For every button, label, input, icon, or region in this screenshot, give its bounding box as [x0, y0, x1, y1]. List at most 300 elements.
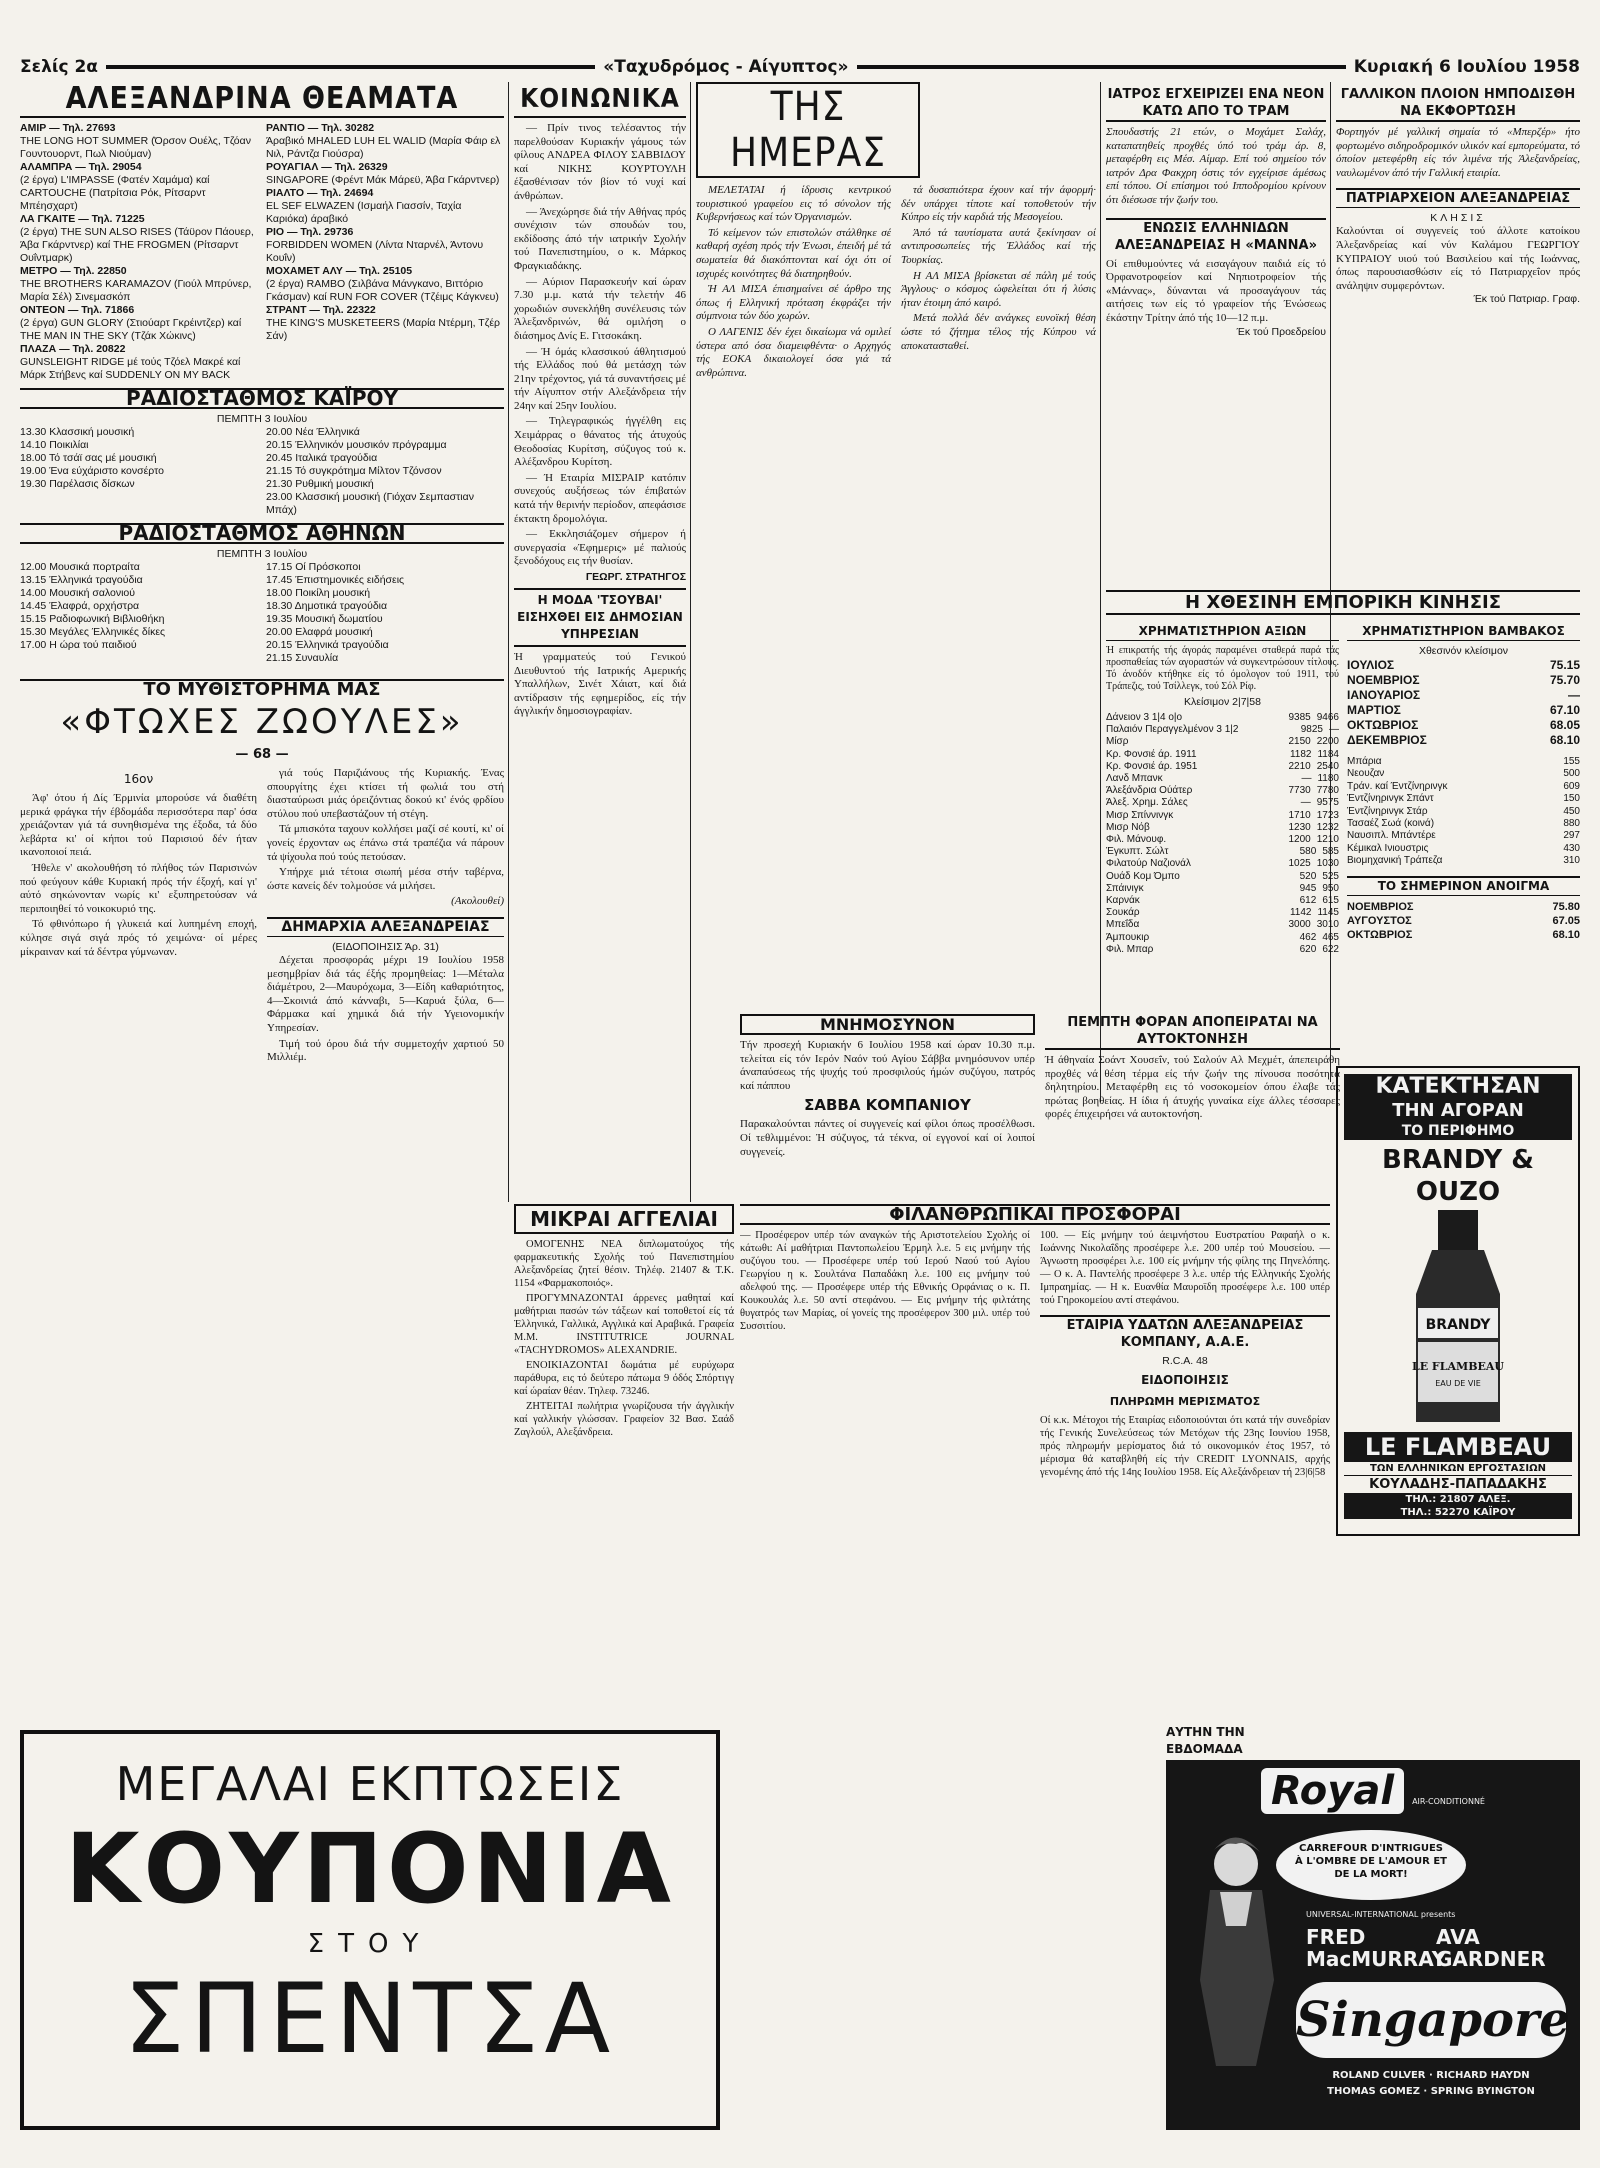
stock-row-cell: 1025	[1288, 858, 1311, 870]
brandy-ad-agent-head: ΤΩΝ ΕΛΛΗΝΙΚΩΝ ΕΡΓΟΣΤΑΣΙΩΝ	[1344, 1462, 1572, 1476]
cotton-list-row-cell: 310	[1563, 855, 1580, 867]
suicide-title: ΠΕΜΠΤΗ ΦΟΡΑΝ ΑΠΟΠΕΙΡΑΤΑΙ ΝΑ ΑΥΤΟΚΤΟΝΗΣΗ	[1045, 1014, 1340, 1050]
radio-item: 13.15 Έλληνικά τραγούδια	[20, 574, 143, 586]
spentsa-line3: ΣΤΟΥ	[307, 1929, 433, 1959]
radio-item: 14.45 Έλαφρά, ορχήστρα	[20, 600, 140, 612]
cotton-row-cell: —	[1568, 688, 1580, 702]
radio-item: 13.30 Κλασσική μουσική	[20, 426, 135, 438]
theater-entry: (2 έργα) GUN GLORY (Στιούαρτ Γκρέιντζερ) καί THE MAN IN THE SKY (Τζάκ Χώκινς)	[20, 317, 242, 342]
issue-date: Κυριακή 6 Ιουλίου 1958	[1353, 57, 1580, 77]
cinema-cast2: THOMAS GOMEZ · SPRING BYINGTON	[1327, 2086, 1535, 2097]
stock-row-cell: Σπάινιγκ	[1106, 882, 1144, 894]
today-row-cell: 67.05	[1552, 914, 1580, 927]
cotton-title: ΧΡΗΜΑΤΙΣΤΗΡΙΟΝ ΒΑΜΒΑΚΟΣ	[1347, 623, 1580, 641]
hmeras-title: ΤΗΣ ΗΜΕΡΑΣ	[696, 82, 920, 178]
social-title: ΚΟΙΝΩΝΙΚΑ	[514, 82, 686, 118]
stock-row-cell: 3010	[1316, 919, 1339, 931]
theater-entry: ΡΟΥΑΓΙΑΛ — Τηλ. 26329	[266, 161, 388, 173]
theater-entry: ΡΙΟ — Τηλ. 29736	[266, 226, 354, 238]
theater-entry: THE BROTHERS KARAMAZOV (Γιούλ Μπρύνερ, Μαρία Σέλ) Σινεμασκόπ	[20, 278, 252, 303]
stock-row-cell: 1145	[1317, 907, 1339, 919]
stock-row-cell: 9385	[1288, 712, 1311, 723]
ship-title: ΓΑΛΛΙΚΟΝ ΠΛΟΙΟΝ ΗΜΠΟΔΙΣΘΗ ΝΑ ΕΚΦΟΡΤΩΣΗ	[1336, 86, 1580, 122]
cotton-list-row-cell: 880	[1563, 818, 1580, 830]
union-title: ΕΝΩΣΙΣ ΕΛΛΗΝΙΔΩΝ ΑΛΕΞΑΝΔΡΕΙΑΣ Η «ΜΑΝΝΑ»	[1106, 218, 1326, 254]
social-paragraph: — Ή όμάς κλασσικού άθλητισμού τής Ελλάδος πού θά μετάσχη τών 21ην τρέχοντος, γιά τά συναντήσεις μέ τήν Αίγυπτον στήν Αλεξάνδρεια τήν 24ην καί 25ην Ιουλίου.	[514, 345, 686, 412]
theater-entry: EL SEF ELWAZEN (Ισμαήλ Γιασσίν, Ταχία Καριόκα) άραβικό	[266, 200, 462, 225]
hmeras-paragraph: τά δυσαπιότερα έχουν καί τήν άφορμή· δέν υπάρχει τίποτε καί τοποθετούν τήν Κύπρο είς τήν καρδιά τής Μεσογείου.	[901, 184, 1096, 224]
cotton-list-row-cell: 609	[1563, 780, 1580, 792]
bottle-label-brandy: BRANDY	[1425, 1317, 1491, 1333]
stock-row-cell: —	[1329, 724, 1339, 736]
stock-exchange	[1106, 619, 1339, 956]
radio-item: 21.15 Συναυλία	[266, 652, 339, 664]
spentsa-line4: ΣΠΕΝΤΣΑ	[123, 1963, 617, 2075]
classifieds-title: ΜΙΚΡΑΙ ΑΓΓΕΛΙΑΙ	[514, 1204, 734, 1234]
radio-item: 15.15 Ραδιοφωνική Βιβλιοθήκη	[20, 613, 165, 625]
municipality-subtitle: (ΕΙΔΟΠΟΙΗΣΙΣ Άρ. 31)	[332, 940, 439, 953]
theater-entry: (2 έργα) THE SUN ALSO RISES (Τάϋρον Πάουερ, Άβα Γκάρντνερ) καί THE FROGMEN (Ρίτσαρντ Ουΐντμαρκ)	[20, 226, 254, 264]
stock-row-cell: 2150	[1288, 736, 1311, 748]
hmeras-paragraph: Μετά πολλά δέν ανάγκες ευνοϊκή θέση ώστε τό ζήτημα τέλος τής Κύπρου νά αποκατασταθεί.	[901, 312, 1096, 352]
cotton-list-row	[1347, 768, 1580, 780]
stock-row-cell: Μίσρ	[1106, 736, 1129, 748]
cotton-row-cell: 75.70	[1549, 673, 1580, 687]
stock-row	[1106, 724, 1339, 736]
cotton-row-cell: ΙΑΝΟΥΑΡΙΟΣ	[1347, 688, 1421, 702]
novel-col1	[20, 767, 257, 1067]
stock-title: ΧΡΗΜΑΤΙΣΤΗΡΙΟΝ ΑΞΙΩΝ	[1106, 623, 1339, 641]
cotton-list-row-cell: 155	[1563, 756, 1580, 767]
cinema-venue-row	[1166, 1768, 1580, 1814]
social-paragraph: — Τηλεγραφικώς ήγγέλθη εις Χειμάρρας ο θάνατος τής άτυχούς Θεοδοσίας Κυρίτση, σύζυγος τού κ. Αλέξανδρου Κυρίτση.	[514, 415, 686, 469]
cotton-row-cell: ΙΟΥΛΙΟΣ	[1347, 658, 1395, 672]
charity-title: ΦΙΛΑΝΘΡΩΠΙΚΑΙ ΠΡΟΣΦΟΡΑΙ	[740, 1204, 1330, 1225]
novel-col1-text	[20, 792, 257, 959]
stock-row-cell: 1030	[1316, 858, 1339, 870]
charity-col2: 100. — Είς μνήμην τού άειμνήστου Ευστρατίου Ραφαήλ ο κ. Ιωάννης Νικολαΐδης προσέφερε λ.ε. 200 υπέρ τού Μουσείου. — Άγνωστη προσφέρει λ.ε. 100 είς μνήμην τής φίλης της Πηνελόπης. — Ο κ. Α. Παντελής προσέφερε 3 λ.ε. υπέρ τής Ελληνικής Σχολής Ιμπραημίας. — Η κ. Ευανθία Μαυροϊδη προσέφερε λ.ε. 100 υπέρ τού Γηροκομείου αντί στεφάνου.	[1040, 1230, 1330, 1306]
cotton-list-row-cell: 297	[1563, 830, 1580, 842]
social-paragraphs	[514, 122, 686, 569]
cinema-studio: UNIVERSAL-INTERNATIONAL presents	[1306, 1910, 1456, 1919]
cotton-row	[1347, 703, 1580, 718]
cotton-list-row-cell: 500	[1563, 768, 1580, 780]
radio-athens-date: ΠΕΜΠΤΗ 3 Ιουλίου	[216, 548, 308, 560]
stock-row-cell: —	[1300, 797, 1311, 809]
stock-row-cell: 580	[1299, 846, 1317, 858]
memorial	[740, 1010, 1035, 1159]
radio-item: 20.15 Έλληνικά τραγούδια	[266, 639, 389, 651]
stock-row-cell: Μισρ Σπίννινγκ	[1106, 809, 1174, 821]
cotton-list-row	[1347, 818, 1580, 830]
radio-item: 19.35 Μουσική δωματίου	[266, 613, 383, 625]
stock-row	[1106, 712, 1339, 724]
stock-row-cell: 7730	[1288, 785, 1311, 797]
charity	[740, 1200, 1330, 1640]
cotton-list-row-cell: Τράν. καί Έντζίνηρινγκ	[1347, 780, 1448, 792]
union-sign: Έκ τού Προεδρείου	[1236, 325, 1326, 338]
commerce-body	[1106, 619, 1580, 956]
classifieds-items	[514, 1238, 734, 1439]
stock-row	[1106, 871, 1339, 883]
stock-row	[1106, 736, 1339, 748]
cotton-row	[1347, 673, 1580, 688]
cotton-table	[1347, 658, 1580, 748]
stock-row-cell: Σουκάρ	[1106, 907, 1140, 919]
cinema-venue: Royal	[1261, 1768, 1404, 1814]
cinema-ad	[1166, 1720, 1580, 2140]
cotton-row-cell: ΜΑΡΤΙΟΣ	[1347, 703, 1401, 717]
tram-text: Σπουδαστής 21 ετών, ο Μοχάμετ Σαλάχ, καταπατηθείς προχθές ύπό τού τράμ άρ. 8, μεταφέρθη εις Μέσ. Αίμαρ. Επί τού σημείου τόν ιατρόν Δρα Φακχρη όστις τόν εγχείρισε άμέσως επί τόπου. Οί επίσημοι τού Ιπποδρομίου κρίνουν ότι διέσωσε τήν ζωήν του.	[1106, 126, 1326, 206]
novel-col2-text	[267, 767, 504, 893]
theater-entry: ΛΑ ΓΚΑΙΤΕ — Τηλ. 71225	[20, 213, 145, 225]
social-paragraph: — Άνεχώρησε διά τήν Αθήνας πρός συνέχισιν τών σπουδών του, εκδίδοσης άπό τήν ιατρικήν Σχολήν τού Πανεπιστημίου, ο κ. Μάρκος Φραγκιαδάκης.	[514, 205, 686, 272]
cotton-row-cell: 75.15	[1549, 658, 1580, 672]
commerce-title: Η ΧΘΕΣΙΝΗ ΕΜΠΟΡΙΚΗ ΚΙΝΗΣΙΣ	[1106, 590, 1580, 615]
stock-row-cell: Φιλ. Μπαρ	[1106, 943, 1154, 955]
stock-row-cell: 520	[1299, 870, 1317, 882]
bottle-label-flambeau: LE FLAMBEAU	[1411, 1360, 1505, 1373]
cotton-list-row-cell: Νεουζαν	[1347, 768, 1385, 780]
novel-more: (Ακολουθεί)	[451, 895, 504, 908]
theater-entry: ΑΛΑΜΠΡΑ — Τηλ. 29054	[20, 161, 142, 173]
memorial-row	[740, 1010, 1340, 1180]
novel-body	[20, 767, 504, 1067]
column-rule	[690, 82, 691, 1202]
stock-row-cell: 9466	[1316, 712, 1339, 723]
today-title: ΤΟ ΣΗΜΕΡΙΝΟΝ ΑΝΟΙΓΜΑ	[1347, 876, 1580, 896]
cotton-list	[1347, 756, 1580, 868]
cotton-list-row-cell: 150	[1563, 793, 1580, 805]
cotton-row-cell: 68.10	[1549, 733, 1580, 747]
municipality-text: Δέχεται προσφοράς μέχρι 19 Ιουλίου 1958 μεσημβρίαν διά τάς έξής προμηθείας: 1—Μέταλα διάμέτρου, 2—Μαυρόχωμα, 3—Είδη καθαριότητος, 4—Σκοινιά άπό κάνναβι, 5—Καρυά ξύλα, 6—Φάρμακα καί χημικά διά τήν Υγειονομικήν Υπηρεσίαν.	[267, 953, 504, 1034]
cotton-row-cell: ΝΟΕΜΒΡΙΟΣ	[1347, 673, 1420, 687]
stock-row	[1106, 761, 1339, 773]
social-paragraph: — Αύριον Παρασκευήν καί ώραν 7.30 μ.μ. κατά τήν τελετήν 46 χορωδιών συνεκλήθη συνέλευσις τών Άλεξανδρινών, θά ομιλήση ο διάσημος Δνίς Ε. Γιτσοκάκη.	[514, 275, 686, 342]
stock-row-cell: Καρνάκ	[1106, 895, 1140, 907]
cotton-row	[1347, 688, 1580, 703]
page-number: Σελίς 2α	[20, 57, 98, 77]
today-row-cell: 75.80	[1552, 900, 1580, 913]
cotton-list-row-cell: Ναυσιπλ. Μπάντέρε	[1347, 830, 1436, 842]
spentsa-line2: ΚΟΥΠΟΝΙΑ	[65, 1813, 675, 1925]
theater-entry: SINGAPORE (Φρέντ Μάκ Μάρεϋ, Άβα Γκάρντνερ)	[266, 174, 500, 186]
novel-title: «ΦΤΩΧΕΣ ΖΩΟΥΛΕΣ»	[60, 702, 464, 742]
hmeras-paragraph: ΜΕΛΕΤΑΤΑΙ ή ίδρυσις κεντρικού τουριστικού γραφείου εις τό σύνολον τής Κυβερνήσεως καί τών Όργανισμών.	[696, 184, 891, 224]
brandy-ad-line3: ΤΟ ΠΕΡΙΦΗΜΟ	[1344, 1122, 1572, 1140]
bottle-label-eau: EAU DE VIE	[1435, 1379, 1481, 1388]
cinema-star1: FRED MacMURRAY	[1306, 1925, 1447, 1971]
stock-row	[1106, 773, 1339, 785]
brandy-bottle-illustration	[1344, 1208, 1572, 1428]
today-row-cell: ΑΥΓΟΥΣΤΟΣ	[1347, 914, 1412, 927]
municipality-footer: Τιμή τού όρου διά τήν συμμετοχήν χαρτιού 50 Μιλλιέμ.	[267, 1037, 504, 1064]
brandy-ad-agent: ΚΟΥΛΑΔΗΣ-ΠΑΠΑΔΑΚΗΣ	[1369, 1477, 1547, 1492]
stock-row-cell: —	[1301, 773, 1312, 785]
theater-entry: (2 έργα) L'IMPASSE (Φατέν Χαμάμα) καί CARTOUCHE (Πατρίτσια Ρόκ, Ρίτσαρντ Μπέησχαρτ)	[20, 174, 210, 212]
theater-entry: (2 έργα) RAMBO (Σιλβάνα Μάνγκανο, Βιττόριο Γκάσμαν) καί RUN FOR COVER (Τζέιμς Κάγκνευ)	[266, 278, 499, 303]
social-paragraph: — Ή Εταιρία ΜΙΣΡΑΙΡ κατόπιν συνεχούς αυξήσεως τών έπιβατών κατά τήν θερινήν περίοδον, απεφάσισε έκτακτη δρομολόγια.	[514, 471, 686, 525]
memorial-title: ΜΝΗΜΟΣΥΝΟΝ	[740, 1014, 1035, 1035]
masthead-rule	[857, 65, 1346, 69]
novel-paragraph: Υπήρχε μιά τέτοια σιωπή μέσα στήν ταβέρνα, ώστε κανείς δέν τολμούσε νά μιλήσει.	[267, 866, 504, 892]
stock-row	[1106, 895, 1339, 907]
stock-row-cell: Άμπουκιρ	[1106, 931, 1150, 943]
stock-row-cell: Κρ. Φονσιέ άρ. 1951	[1106, 760, 1198, 772]
column-theaters	[20, 82, 504, 1202]
cotton-list-row-cell: Μπάρια	[1347, 756, 1382, 767]
radio-item: 21.30 Ρυθμική μουσική	[266, 478, 374, 490]
cotton-list-row-cell: Κέμικαλ Ινιουστρις	[1347, 842, 1429, 854]
hmeras-body	[696, 184, 1096, 382]
novel-paragraph: Άφ' ότου ή Δίς Έρμινία μπορούσε νά διαθέτη μερικά φράγκα τήν έβδομάδα περισσότερα παρ' όσα χρειάζονταν γιά τά συνηθισμένα της έξοδα, τά δύο λεβάρτα κι' οί κήποι τού Παρισιού δέν ήταν ικανοποιοί πειά.	[20, 792, 257, 859]
today-table	[1347, 900, 1580, 942]
stock-row-cell: 1232	[1316, 821, 1339, 833]
radio-athens-left	[20, 561, 258, 665]
stock-row	[1106, 858, 1339, 870]
cinema-caption: ΑΥΤΗΝ ΤΗΝ ΕΒΔΟΜΑΔΑ	[1166, 1725, 1245, 1756]
stock-row-cell: 1710	[1288, 809, 1311, 821]
stock-text: Ή επικρατής τής άγοράς παραμένει σταθερά παρά τάς προσπαθείας τών αγοραστών νά συγκεντρώσουν τίτλους. Τό άνοδόν κτήθηκε είς τό όμολογον τού 1911, τού Τράπεζις, τού Τσίλλεγκ, τού Σόλ Ρίφ.	[1106, 645, 1339, 692]
memorial-text2: Παρακαλούνται πάντες οί συγγενείς καί φίλοι όπως προσέλθωσι. Οί τεθλιμμένοι: Ή σύζυγος, τά τέκνα, οί εγγονοί καί οί λοιποί συγγενείς.	[740, 1118, 1035, 1158]
theater-entry: THE LONG HOT SUMMER (Όρσον Ουέλς, Τζόαν Γουντουορντ, Πωλ Νιούμαν)	[20, 135, 251, 160]
water-sub: R.C.A. 48	[1162, 1355, 1208, 1367]
stock-row-cell: 1723	[1316, 809, 1339, 821]
stock-row-cell: Φιλατούρ Ναζιονάλ	[1106, 858, 1191, 870]
hmeras-paragraph: Τό κείμενον τών επιστολών στάλθηκε σέ καθαρή σχέση πρός τήν Ένωσι, έπειδή μέ τά σωματεία θά διακόπτονται καί όχι ότι οί ισχυρές κοινότητες θά διατηρηθούν.	[696, 226, 891, 280]
theater-entry: ΣΤΡΑΝΤ — Τηλ. 22322	[266, 304, 376, 316]
radio-item: 18.00 Τό τσάϊ σας μέ μουσική	[20, 452, 157, 464]
theater-entry: ΠΛΑΖΑ — Τηλ. 20822	[20, 343, 126, 355]
stock-row-cell: 1182	[1289, 748, 1312, 760]
today-row-cell: 68.10	[1552, 928, 1580, 941]
stock-row	[1106, 834, 1339, 846]
brandy-ad-tel1: ΤΗΛ.: 21807 ΑΛΕΞ.	[1344, 1493, 1572, 1506]
stock-row	[1106, 797, 1339, 809]
stock-row-cell: 612	[1299, 895, 1317, 907]
brandy-ad-line2: ΤΗΝ ΑΓΟΡΑΝ	[1344, 1100, 1572, 1122]
radio-cairo-title: ΡΑΔΙΟΣΤΑΘΜΟΣ ΚΑΪΡΟΥ	[20, 388, 504, 409]
radio-cairo-left	[20, 426, 258, 517]
cotton-list-row-cell: Έντζίνηρινγκ Σπάντ	[1347, 793, 1434, 805]
stock-row-cell: 945	[1299, 882, 1317, 894]
theater-entry: ΜΕΤΡΟ — Τηλ. 22850	[20, 265, 127, 277]
radio-item: 23.00 Κλασσική μουσική (Γιόχαν Σεμπαστιαν Μπάχ)	[266, 491, 474, 516]
brandy-ad-brand: LE FLAMBEAU	[1344, 1432, 1572, 1462]
stock-row-cell: Φιλ. Μάνουφ.	[1106, 834, 1167, 846]
cotton-exchange	[1347, 619, 1580, 956]
tsouvai-title: Η ΜΟΔΑ 'ΤΣΟΥΒΑΙ' ΕΙΣΗΧΘΕΙ ΕΙΣ ΔΗΜΟΣΙΑΝ ΥΠΗΡΕΣΙΑΝ	[514, 588, 686, 647]
social-signature: ΓΕΩΡΓ. ΣΤΡΑΤΗΓΟΣ	[585, 571, 686, 583]
masthead	[20, 56, 1580, 78]
stock-row-cell: Παλαιόν Περαγγελμένον 3 1|2	[1106, 724, 1239, 736]
stock-row-cell: 1200	[1288, 834, 1311, 846]
theater-entry: ΟΝΤΕΟΝ — Τηλ. 71866	[20, 304, 135, 316]
social-paragraph: — Εκκλησιάζομεν σήμερον ή συνεργασία «Έφημερις» μέ παλιούς ξενοδόχους εις τήν θυσίαν.	[514, 528, 686, 568]
theater-entry: FORBIDDEN WOMEN (Λίντα Νταρνέλ, Άντονυ Κουΐν)	[266, 239, 484, 264]
today-row	[1347, 928, 1580, 942]
stock-row-cell: 620	[1299, 943, 1317, 955]
stock-row	[1106, 932, 1339, 944]
radio-item: 17.00 Η ώρα τού παιδιού	[20, 639, 137, 651]
radio-item: 17.45 Έπιστημονικές ειδήσεις	[266, 574, 405, 586]
hmeras-paragraph: Άπό τά ταυτίσματα αυτά ξεκίνησαν οί αντιπροσωπείες τής Έλλάδος καί τής Τουρκίας.	[901, 226, 1096, 266]
cotton-row	[1347, 658, 1580, 673]
stock-row-cell: Άλεξάνδρια Ούάτερ	[1106, 785, 1193, 797]
radio-item: 12.00 Μουσικά πορτραίτα	[20, 561, 140, 573]
union-text: Οί επιθυμούντες νά εισαγάγουν παιδιά είς τό Όρφανοτροφείον καί Νηπιοτροφείον τής «Μάννας», δύνανται νά προσαγάγουν τάς αιτήσεις των είς τό γραφείον τής Ένώσεως έκάστην Τρίτην άπό τής 10—12 π.μ.	[1106, 257, 1326, 324]
cotton-row	[1347, 718, 1580, 733]
classified-item: ΕΝΟΙΚΙΑΖΟΝΤΑΙ δωμάτια μέ ευρύχωρα παράθυρα, εις τό δεύτερο πάτωμα 9 όδός Σπόρτιγγ καί ώραίαν θέαν. Τηλεφ. 73246.	[514, 1360, 734, 1397]
stock-row-cell: 9575	[1316, 797, 1339, 809]
novel-number: — 68 —	[235, 747, 289, 762]
cotton-list-row	[1347, 806, 1580, 818]
stock-row-cell: 525	[1322, 870, 1339, 882]
cotton-row-cell: 67.10	[1549, 703, 1580, 717]
cotton-list-row-cell: Βιομηχανική Τράπεζα	[1347, 855, 1443, 867]
today-row	[1347, 900, 1580, 914]
stock-table	[1106, 712, 1339, 956]
radio-item: 14.10 Ποικιλίαι	[20, 439, 89, 451]
cotton-list-row	[1347, 756, 1580, 768]
cotton-head: Χθεσινόν κλείσιμον	[1418, 645, 1509, 657]
cotton-row-cell: ΟΚΤΩΒΡΙΟΣ	[1347, 718, 1419, 732]
novel-paragraph: γιά τούς Παριζιάνους τής Κυριακής. Ένας σπουργίτης έχει κτίσει τή φωλιά του στή διασταύρωσι μιάς όρειζόντιας δοκού κι' ένός φρδίου στύλου πού υπεβαστάζουν τή στέγη.	[267, 767, 504, 820]
stock-row	[1106, 919, 1339, 931]
column-ship	[1336, 82, 1580, 502]
newspaper-name: «Ταχυδρόμος - Αίγυπτος»	[603, 57, 849, 77]
stock-row-cell: Κρ. Φονσιέ άρ. 1911	[1106, 748, 1197, 760]
water-text: Οί κ.κ. Μέτοχοι τής Εταιρίας ειδοποιούνται ότι κατά τήν συνεδρίαν τής Γενικής Συνελεύσεως τών Μετόχων τής 23ης Ιουνίου 1958, πρός πληρωμήν μερίσματος διά τό οικονομικόν έτος 1957, τό μέρισμα θά καταβληθή είς τήν CREDIT LYONNAIS, αρχής γενομένης άπό τής 14ης Ιουλίου 1958. Είς Αλεξάνδρειαν τή 23|6|58	[1040, 1415, 1330, 1478]
charity-col2-wrap	[1040, 1229, 1330, 1479]
spentsa-ad	[20, 1730, 720, 2130]
stock-row-cell: Ουάδ Κομ Όμπο	[1106, 870, 1180, 882]
stock-row-cell: Λανδ Μπανκ	[1106, 773, 1163, 785]
radio-item: 20.45 Ιταλικά τραγούδια	[266, 452, 378, 464]
theaters-right	[266, 122, 504, 382]
patriarchate-text: Καλούνται οί συγγενείς τού άλλοτε κατοίκου Άλεξανδρείας καί νύν Καλάμου ΓΕΩΡΓΙΟΥ ΚΥΠΡΑΙΟΥ υιού τού Βασιλείου καί τής Ιωάννας, όπως παρουσιασθώσιν είς τό Πατριαρχεΐον πρός ανάληψιν συμφερόντων.	[1336, 225, 1580, 292]
hmeras-col2	[901, 184, 1096, 382]
suicide-story	[1045, 1010, 1340, 1159]
ship-text: Φορτηγόν μέ γαλλική σημαία τό «Μπερζέρ» ήτο φορτωμένο σιδηροδρομικόν υλικόν καί εμπορεύματα, τό όποίον μετεφέρθη είς τόν λιμένα τής Άλεξανδρείας, ναυλωμένον άπό τήν Γαλλική εταιρία.	[1336, 126, 1580, 179]
stock-row-cell: Δάνειον 3 1|4 ο|ο	[1106, 712, 1183, 723]
stock-row	[1106, 883, 1339, 895]
stock-head: Κλείσιμον 2|7|58	[1184, 696, 1261, 708]
masthead-rule	[106, 65, 595, 69]
stock-row-cell: 950	[1322, 882, 1339, 894]
cinema-star2: AVA GARDNER	[1436, 1925, 1546, 1971]
radio-cairo-schedule	[20, 426, 504, 517]
column-social	[514, 82, 686, 1202]
stock-row-cell: 462	[1299, 931, 1317, 943]
stock-row	[1106, 907, 1339, 919]
novel-header: ΤΟ ΜΥΘΙΣΤΟΡΗΜΑ ΜΑΣ	[20, 679, 504, 698]
stock-row	[1106, 944, 1339, 956]
theater-entry: GUNSLEIGHT RIDGE μέ τούς Τζόελ Μακρέ καί Μάρκ Στήβενς καί SUDDENLY ON MY BACK	[20, 356, 241, 381]
novel-paragraph: Ήθελε ν' ακολουθήση τό πλήθος τών Παρισινών πού φεύγουν κάθε Κυριακή πρός τήν έξοχή, καί γι' αύτό σηκώνονταν νωρίς κι' εξυπηρετούσαν νά περιποιηθεί τό νοικοκυριό της.	[20, 861, 257, 915]
radio-cairo-date: ΠΕΜΠΤΗ 3 Ιουλίου	[216, 413, 308, 425]
today-row	[1347, 914, 1580, 928]
theater-entry: ΑΜΙΡ — Τηλ. 27693	[20, 122, 116, 134]
stock-row-cell: 7780	[1316, 785, 1339, 797]
theater-entry: ΜΟΧΑΜΕΤ ΑΛΥ — Τηλ. 25105	[266, 265, 413, 277]
radio-item: 19.00 Ένα εύχάριστο κονσέρτο	[20, 465, 164, 477]
cotton-list-row	[1347, 781, 1580, 793]
brandy-ad	[1336, 1066, 1580, 1536]
theater-entry: Άραβικό ΜΗΑLED LUH EL WALID (Μαρία Φάιρ ελ Νιλ, Ράντζα Γιούσρα)	[266, 135, 501, 160]
radio-item: 18.30 Δημοτικά τραγούδια	[266, 600, 388, 612]
stock-row	[1106, 785, 1339, 797]
radio-athens-schedule	[20, 561, 504, 665]
novel-paragraph: Τό φθινόπωρο ή γλυκειά καί λυπημένη εποχή, κύλησε σιγά σιγά πρός τό χειμώνα· οί μέρες μίκραιναν καί τά δέντρα γύμνωναν.	[20, 918, 257, 958]
radio-item: 15.30 Μεγάλες Έλληνικές δίκες	[20, 626, 166, 638]
memorial-text: Τήν προσεχή Κυριακήν 6 Ιουλίου 1958 καί ώραν 10.30 π.μ. τελείται είς τόν Ιερόν Ναόν τού Αγίου Σάββα μνημόσυνον υπέρ άναπαύσεως τής ψυχής τού προσφιλούς ήμών συζύγου, πατρός καί πάππου	[740, 1039, 1035, 1092]
radio-item: 18.00 Ποικίλη μουσική	[266, 587, 371, 599]
charity-col1: — Προσέφερον υπέρ τών αναγκών τής Αριστοτελείου Σχολής οί κάτωθι: Αί μαθήτριαι Παντοπωλείου Έρμηλ λ.ε. 5 εις μνήμην τής συζύγου του. — Προσέφερε υπέρ τού Ιερού Ναού τού Αγίου Γεωργίου η κ. Σουλτάνα Παπαδάκη λ.ε. 100 εις μνήμην τού αδελφού της. — Προσέφερε υπέρ τής Εθνικής Ορφάνιας ο κ. Π. Κουκουλάς λ.ε. 50 αντί στεφάνου. — Εις μνήμην τής φιλτάτης θυγατρός των Μαρίας, οί γονείς της προσέφερον 300 μιλ. υπέρ τού Συσσιτίου.	[740, 1230, 1030, 1332]
today-row-cell: ΟΚΤΩΒΡΙΟΣ	[1347, 928, 1413, 941]
theaters-listing	[20, 122, 504, 382]
social-paragraph: — Πρίν τινος τελέσαντος τήν παρελθούσαν Κυριακήν γάμους τών φίλους ΑΝΔΡΕΑ ΦΙΛΟΥ ΣΑΒΒΙΔΟΥ καί ΝΙΚΗΣ ΚΟΥΡΤΟΥΛΗ έξασθένισαν τόν βίον τό νυχί καί άνθρώπων.	[514, 122, 686, 202]
suicide-text: Ή άθηναία Σοάντ Χουσεΐν, τού Σαλούν Αλ Μεχμέτ, άπεπειράθη προχθές νά θέση τέρμα είς τήν ζωήν της πίνουσα ποσότητα δηλητηρίου. Μεταφέρθη εις τό νοσοκομείον όπου έλαβε τάς πρώτας βοηθείας. Η ίδια ή άτυχής γυναίκα είχε άλλες τέσσαρες φορές έπιχειρήσει νά αυτοκτονήση.	[1045, 1054, 1340, 1121]
theater-entry: ΡΑΝΤΙΟ — Τηλ. 30282	[266, 122, 375, 134]
patriarchate-title: ΠΑΤΡΙΑΡΧΕΙΟΝ ΑΛΕΞΑΝΔΡΕΙΑΣ	[1336, 188, 1580, 208]
water-head: ΠΛΗΡΩΜΗ ΜΕΡΙΣΜΑΤΟΣ	[1109, 1395, 1261, 1408]
stock-row-cell: 585	[1322, 846, 1339, 858]
column-rule	[508, 82, 509, 1202]
classifieds	[514, 1200, 734, 1700]
radio-cairo-right	[266, 426, 504, 517]
stock-row	[1106, 810, 1339, 822]
stock-row-cell: 2210	[1288, 760, 1311, 772]
radio-item: 20.15 Έλληνικόν μουσικόν πρόγραμμα	[266, 439, 447, 451]
classified-item: ΟΜΟΓΕΝΗΣ ΝΕΑ διπλωματούχος τής φαρμακευτικής Σχολής τού Πανεπιστημίου Αλεξανδρείας ζητεί θέσιν. Τηλέφ. 21407 & Τ.Κ. 1154 «Φαρμακοποιός».	[514, 1239, 734, 1289]
theaters-title: ΑΛΕΞΑΝΔΡΙΝΑ ΘΕΑΜΑΤΑ	[20, 82, 504, 118]
cotton-list-row-cell: Τασαέζ Σωά (κοινά)	[1347, 818, 1435, 830]
cotton-row-cell: 68.05	[1549, 718, 1580, 732]
theater-entry: ΡΙΑΛΤΟ — Τηλ. 24694	[266, 187, 374, 199]
stock-row-cell: 2540	[1316, 760, 1339, 772]
cotton-list-row	[1347, 855, 1580, 867]
radio-item: 21.15 Τό συγκρότημα Μίλτον Τζόνσον	[266, 465, 442, 477]
cotton-row	[1347, 733, 1580, 748]
cotton-list-row	[1347, 843, 1580, 855]
stock-row-cell: 1142	[1289, 907, 1312, 919]
brandy-ad-product: BRANDY & OUZO	[1382, 1145, 1534, 1207]
cinema-film-title: Singapore	[1296, 1982, 1566, 2058]
patriarchate-sign: Έκ τού Πατριαρ. Γραφ.	[1473, 293, 1580, 306]
stock-row-cell: 1230	[1288, 821, 1311, 833]
column-hmeras	[696, 82, 1096, 722]
brandy-ad-tel2: ΤΗΛ.: 52270 ΚΑΪΡΟΥ	[1344, 1506, 1572, 1519]
novel-col2	[267, 767, 504, 1067]
theater-entry: THE KING'S MUSKETEERS (Μαρία Ντέρμη, Τζέρ Σάν)	[266, 317, 500, 342]
tram-title: ΙΑΤΡΟΣ ΕΓΧΕΙΡΙΖΕΙ ΕΝΑ ΝΕΟΝ ΚΑΤΩ ΑΠΟ ΤΟ ΤΡΑΜ	[1106, 86, 1326, 122]
cotton-list-row-cell: Έντζίνηρινγκ Στάρ	[1347, 805, 1428, 817]
charity-body	[740, 1229, 1330, 1479]
stock-row-cell: 1180	[1317, 773, 1339, 785]
today-row-cell: ΝΟΕΜΒΡΙΟΣ	[1347, 900, 1414, 913]
radio-athens-title: ΡΑΔΙΟΣΤΑΘΜΟΣ ΑΘΗΝΩΝ	[20, 523, 504, 544]
stock-row-cell: 2200	[1316, 736, 1339, 748]
hmeras-paragraph: Η ΑΛ ΜΙΣΑ βρίσκεται σέ πάλη μέ τούς Άγγλους· ο κόσμος ώφελείται ότι ή λύσις ήταν έτοιμη άπό καιρό.	[901, 269, 1096, 309]
cinema-poster	[1166, 1760, 1580, 2130]
column-rule	[1100, 82, 1101, 1102]
novel-paragraph: Τά μπισκότα ταχουν κολλήσει μαζί σέ κουτί, κι' οί γονείς έρχονταν ως έπάνω στά τραπέζια νά πάρουν τά ψίχουλα πού τούς πετούσαν.	[267, 823, 504, 863]
theaters-left	[20, 122, 258, 382]
column-tram	[1106, 82, 1326, 582]
municipality-title: ΔΗΜΑΡΧΙΑ ΑΛΕΞΑΝΔΡΕΙΑΣ	[267, 917, 504, 937]
stock-row-cell: 1184	[1317, 748, 1339, 760]
